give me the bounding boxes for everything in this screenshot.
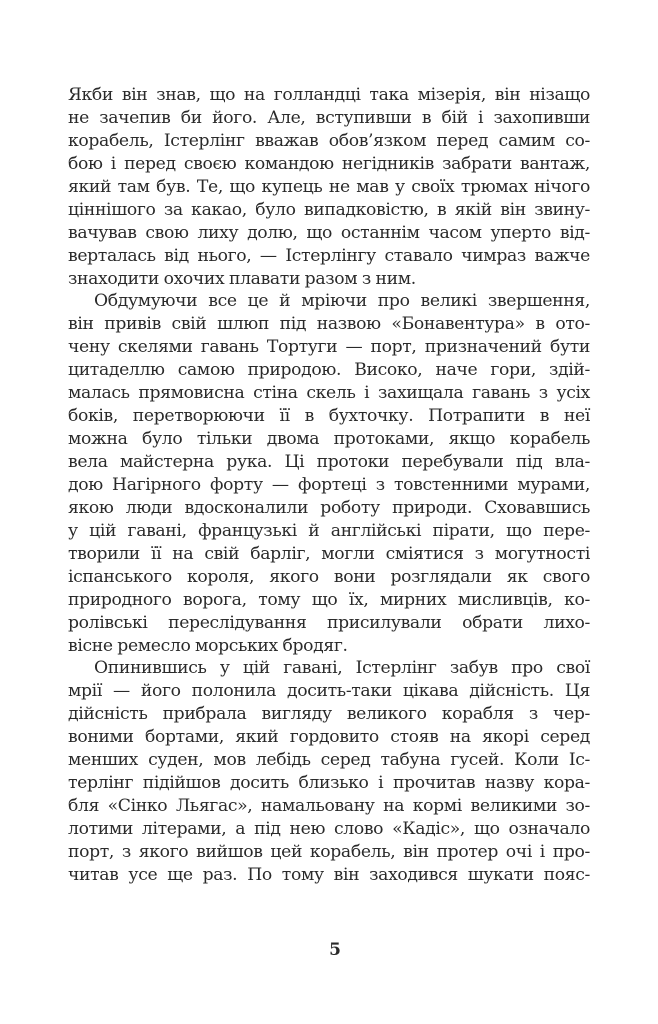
text-line: бля «Сінко Льягас», намальовану на кормі великими зо- (68, 796, 590, 817)
text-line: вачував свою лиху долю, що останнім часом уперто від- (68, 222, 590, 243)
paragraph-2 (68, 290, 590, 657)
text-line: цитаделлю самою природою. Високо, наче гори, здій- (68, 360, 590, 381)
text-line: творили її на свій барліг, могли сміятися з могутності (68, 543, 590, 564)
text-line: дійсність прибрала вигляду великого корабля з чер- (68, 704, 590, 725)
text-line: порт, з якого вийшов цей корабель, він протер очі і про- (68, 841, 590, 862)
text-line: у цій гавані, французькі й англійські пірати, що пере- (68, 520, 590, 541)
paragraph-3 (68, 657, 590, 886)
text-line: чену скелями гавань Тортуги — порт, призначений бути (68, 337, 590, 358)
text-line: природного ворога, тому що їх, мирних мисливців, ко- (68, 589, 590, 610)
text-line: ролівські переслідування присилували обрати лихо- (68, 612, 590, 633)
page-number: 5 (329, 940, 341, 960)
text-line: боків, перетворюючи її в бухточку. Потрапити в неї (68, 406, 590, 427)
text-line: Опинившись у цій гавані, Істерлінг забув про свої (94, 658, 590, 679)
text-line: вела майстерна рука. Ці протоки перебували під вла- (68, 452, 590, 472)
text-line: терлінг підійшов досить близько і прочитав назву кора- (68, 773, 590, 794)
text-line: якою люди вдосконалили роботу природи. Сховавшись (68, 497, 590, 518)
text-line: малась прямовисна стіна скель і захищала гавань з усіх (68, 383, 590, 404)
text-line: ціннішого за какао, було випадковістю, в якій він звину- (68, 199, 590, 220)
text-line: знаходити охочих плавати разом з ним. (68, 268, 416, 289)
text-line: мрії — його полонила досить-таки цікава дійсність. Ця (68, 681, 590, 702)
text-line: воними бортами, який гордовито стояв на якорі серед (68, 727, 590, 748)
text-line: верталась від нього, — Істерлінгу ставало чимраз важче (68, 245, 590, 266)
text-line: корабель, Істерлінг вважав обов’язком перед самим со- (68, 130, 590, 151)
text-line: не зачепив би його. Але, вступивши в бій і захопивши (68, 107, 590, 128)
text-line: який там був. Те, що купець не мав у своїх трюмах нічого (68, 176, 590, 197)
text-line: лотими літерами, а під нею слово «Кадіс», що означало (68, 819, 590, 839)
text-line: дою Нагірного форту — фортеці з товстенними мурами, (68, 474, 590, 495)
text-line: менших суден, мов лебідь серед табуна гусей. Коли Іс- (68, 750, 590, 771)
text-line: іспанського короля, якого вони розглядали як свого (68, 566, 590, 587)
book-page-text (68, 84, 590, 887)
text-line: Якби він знав, що на голландці така мізерія, він нізащо (68, 85, 590, 105)
text-line: Обдумуючи все це й мріючи про великі звершення, (94, 291, 590, 312)
text-line: вісне ремесло морських бродяг. (68, 635, 348, 656)
text-line: він привів свій шлюп під назвою «Бонавентура» в ото- (68, 314, 590, 335)
text-line: можна було тільки двома протоками, якщо корабель (68, 429, 590, 450)
paragraph-1 (68, 84, 590, 290)
text-line: читав усе ще раз. По тому він заходився шукати пояс- (68, 864, 590, 885)
text-line: бою і перед своєю командою негідників забрати вантаж, (68, 153, 590, 174)
